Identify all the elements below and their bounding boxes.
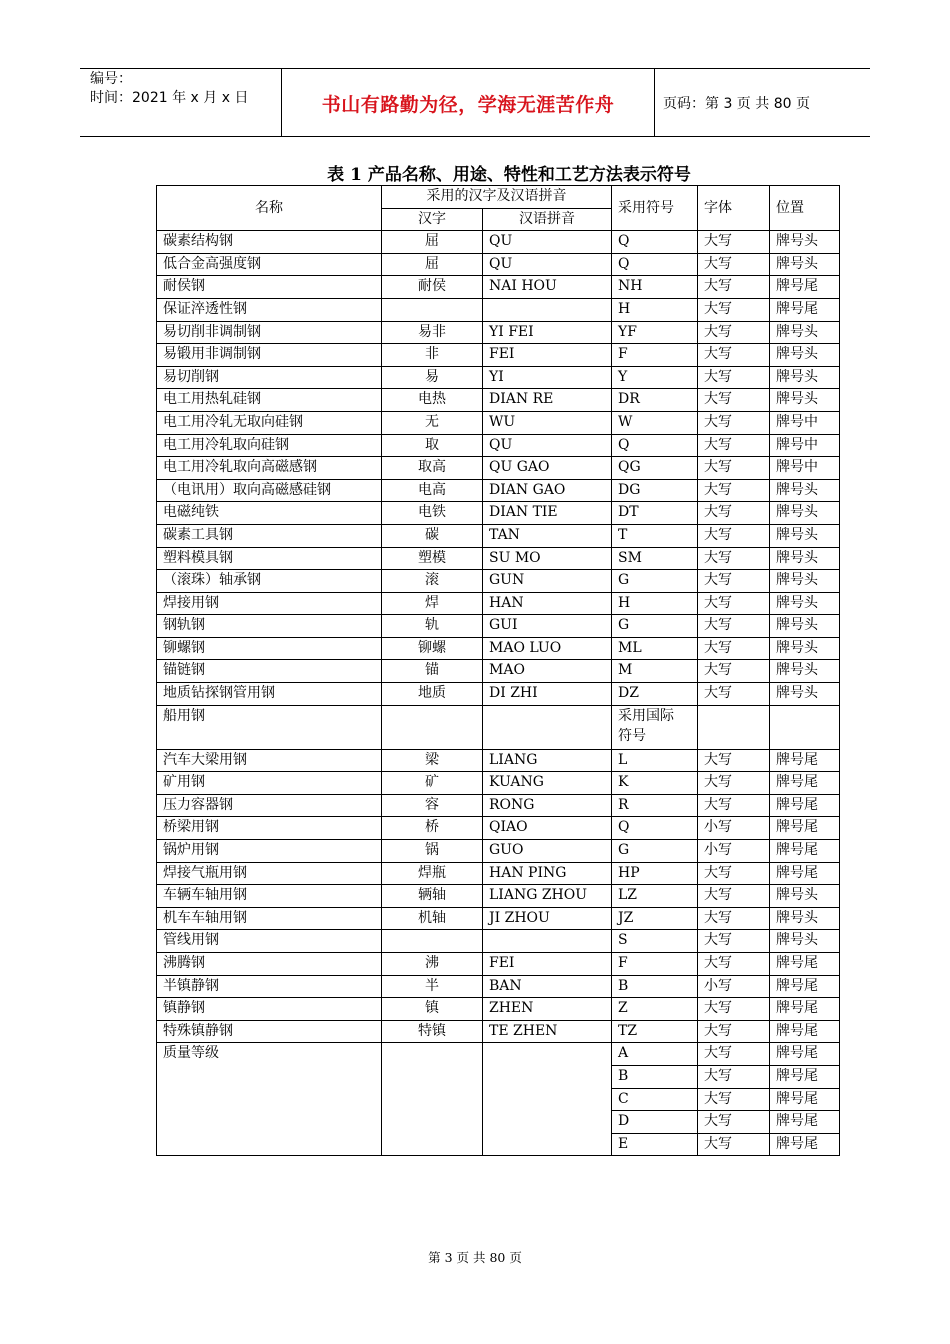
cell-symbol: Z: [612, 998, 698, 1021]
cell-hanzi: 电热: [382, 389, 483, 412]
cell-hanzi: [382, 930, 483, 953]
cell-position: 牌号头: [770, 321, 840, 344]
cell-pinyin: KUANG: [483, 772, 612, 795]
cell-position: 牌号头: [770, 637, 840, 660]
cell-hanzi: 锅: [382, 840, 483, 863]
cell-font: 小写: [698, 975, 770, 998]
cell-pinyin: BAN: [483, 975, 612, 998]
cell-name: 电工用冷轧取向高磁感钢: [157, 457, 382, 480]
table-row: [157, 794, 840, 817]
header-row: [157, 186, 840, 209]
header-pinyin: 汉语拼音: [483, 208, 612, 231]
cell-name: 沸腾钢: [157, 953, 382, 976]
cell-symbol: DZ: [612, 683, 698, 706]
cell-symbol: M: [612, 660, 698, 683]
cell-hanzi: 轨: [382, 615, 483, 638]
cell-hanzi: 取高: [382, 457, 483, 480]
cell-position: 牌号头: [770, 930, 840, 953]
cell-symbol: B: [612, 1065, 698, 1088]
cell-pinyin: LIANG ZHOU: [483, 885, 612, 908]
cell-name: 易切削钢: [157, 366, 382, 389]
cell-pinyin: TE ZHEN: [483, 1020, 612, 1043]
table-row: [157, 524, 840, 547]
header-top-rule: [80, 68, 870, 69]
cell-hanzi: 无: [382, 411, 483, 434]
cell-font: 大写: [698, 862, 770, 885]
cell-position: 牌号中: [770, 457, 840, 480]
cell-font: 大写: [698, 660, 770, 683]
cell-font: 大写: [698, 907, 770, 930]
cell-font: 大写: [698, 479, 770, 502]
cell-position: 牌号尾: [770, 749, 840, 772]
cell-position: 牌号尾: [770, 975, 840, 998]
cell-name: 塑料模具钢: [157, 547, 382, 570]
cell-font: 大写: [698, 366, 770, 389]
table-row: [157, 547, 840, 570]
cell-hanzi: [382, 1043, 483, 1156]
cell-font: 大写: [698, 321, 770, 344]
cell-pinyin: HAN: [483, 592, 612, 615]
table-row: [157, 1020, 840, 1043]
cell-position: 牌号头: [770, 660, 840, 683]
cell-symbol: B: [612, 975, 698, 998]
cell-font: 大写: [698, 1133, 770, 1156]
cell-font: 小写: [698, 817, 770, 840]
cell-hanzi: 屈: [382, 253, 483, 276]
cell-symbol: G: [612, 570, 698, 593]
table-row: [157, 457, 840, 480]
cell-name: 铆螺钢: [157, 637, 382, 660]
cell-symbol: QG: [612, 457, 698, 480]
table-row: [157, 862, 840, 885]
cell-symbol: H: [612, 592, 698, 615]
cell-position: 牌号头: [770, 344, 840, 367]
cell-hanzi: 耐侯: [382, 276, 483, 299]
cell-hanzi: 半: [382, 975, 483, 998]
cell-name: 特殊镇静钢: [157, 1020, 382, 1043]
cell-hanzi: 滚: [382, 570, 483, 593]
cell-pinyin: [483, 298, 612, 321]
cell-font: 大写: [698, 524, 770, 547]
cell-hanzi: 电铁: [382, 502, 483, 525]
cell-pinyin: GUI: [483, 615, 612, 638]
cell-pinyin: LIANG: [483, 749, 612, 772]
cell-hanzi: 矿: [382, 772, 483, 795]
header-page-info: 页码：第 3 页 共 80 页: [663, 96, 810, 112]
cell-pinyin: GUN: [483, 570, 612, 593]
cell-symbol: JZ: [612, 907, 698, 930]
cell-symbol: G: [612, 615, 698, 638]
table-row: [157, 231, 840, 254]
cell-position: 牌号尾: [770, 1088, 840, 1111]
symbol-table: [156, 185, 840, 1156]
cell-font: 大写: [698, 1020, 770, 1043]
cell-pinyin: MAO: [483, 660, 612, 683]
cell-symbol: T: [612, 524, 698, 547]
table-row: [157, 907, 840, 930]
cell-font: 大写: [698, 998, 770, 1021]
cell-hanzi: 取: [382, 434, 483, 457]
cell-symbol: H: [612, 298, 698, 321]
cell-position: 牌号头: [770, 231, 840, 254]
cell-symbol: DR: [612, 389, 698, 412]
cell-hanzi: 沸: [382, 953, 483, 976]
header-bottom-rule: [80, 136, 870, 137]
cell-position: 牌号尾: [770, 772, 840, 795]
cell-name: 机车车轴用钢: [157, 907, 382, 930]
cell-name: 易锻用非调制钢: [157, 344, 382, 367]
table-row: [157, 434, 840, 457]
cell-pinyin: [483, 930, 612, 953]
cell-position: 牌号尾: [770, 1111, 840, 1134]
cell-name: 低合金高强度钢: [157, 253, 382, 276]
cell-font: 大写: [698, 253, 770, 276]
cell-hanzi: 易非: [382, 321, 483, 344]
cell-name: 质量等级: [157, 1043, 382, 1156]
cell-symbol: LZ: [612, 885, 698, 908]
cell-pinyin: QU GAO: [483, 457, 612, 480]
cell-symbol: HP: [612, 862, 698, 885]
cell-pinyin: WU: [483, 411, 612, 434]
header-meta: [90, 70, 248, 108]
table-row: [157, 705, 840, 749]
table-row: [157, 344, 840, 367]
cell-pinyin: JI ZHOU: [483, 907, 612, 930]
cell-symbol: C: [612, 1088, 698, 1111]
cell-position: 牌号尾: [770, 817, 840, 840]
cell-pinyin: YI: [483, 366, 612, 389]
cell-hanzi: 碳: [382, 524, 483, 547]
cell-font: 大写: [698, 683, 770, 706]
cell-position: 牌号中: [770, 434, 840, 457]
cell-name: 电磁纯铁: [157, 502, 382, 525]
cell-name: 车辆车轴用钢: [157, 885, 382, 908]
cell-position: 牌号头: [770, 615, 840, 638]
cell-hanzi: 梁: [382, 749, 483, 772]
cell-font: 大写: [698, 231, 770, 254]
cell-font: 大写: [698, 298, 770, 321]
cell-name: 耐侯钢: [157, 276, 382, 299]
cell-pinyin: TAN: [483, 524, 612, 547]
cell-font: 大写: [698, 749, 770, 772]
cell-hanzi: 辆轴: [382, 885, 483, 908]
cell-font: 大写: [698, 953, 770, 976]
cell-pinyin: FEI: [483, 953, 612, 976]
cell-pinyin: NAI HOU: [483, 276, 612, 299]
cell-hanzi: 地质: [382, 683, 483, 706]
table-row: [157, 592, 840, 615]
cell-symbol: DG: [612, 479, 698, 502]
table-row: [157, 817, 840, 840]
cell-font: 大写: [698, 1043, 770, 1066]
cell-position: 牌号头: [770, 907, 840, 930]
cell-name: 锚链钢: [157, 660, 382, 683]
header-hanzi: 汉字: [382, 208, 483, 231]
cell-font: 大写: [698, 547, 770, 570]
cell-position: 牌号尾: [770, 840, 840, 863]
cell-hanzi: [382, 705, 483, 749]
cell-font: 大写: [698, 276, 770, 299]
cell-name: 管线用钢: [157, 930, 382, 953]
cell-symbol: [612, 705, 698, 749]
cell-name: 桥梁用钢: [157, 817, 382, 840]
table-row: [157, 411, 840, 434]
cell-font: 大写: [698, 389, 770, 412]
cell-symbol: Y: [612, 366, 698, 389]
header-motto: 书山有路勤为径，学海无涯苦作舟: [321, 94, 615, 116]
cell-position: 牌号尾: [770, 1065, 840, 1088]
table-row: [157, 998, 840, 1021]
cell-hanzi: 桥: [382, 817, 483, 840]
cell-font: 大写: [698, 885, 770, 908]
cell-symbol: W: [612, 411, 698, 434]
cell-name: 保证淬透性钢: [157, 298, 382, 321]
cell-hanzi: 非: [382, 344, 483, 367]
cell-hanzi: 铆螺: [382, 637, 483, 660]
table-row: [157, 749, 840, 772]
cell-font: 大写: [698, 1088, 770, 1111]
cell-symbol: ML: [612, 637, 698, 660]
cell-name: 半镇静钢: [157, 975, 382, 998]
table-row: [157, 479, 840, 502]
cell-position: 牌号中: [770, 411, 840, 434]
header-divider: [654, 68, 655, 136]
cell-symbol-line: 采用国际: [618, 707, 674, 724]
table-row: [157, 660, 840, 683]
cell-hanzi: [382, 298, 483, 321]
cell-position: 牌号头: [770, 570, 840, 593]
table-row: [157, 298, 840, 321]
cell-position: 牌号头: [770, 592, 840, 615]
cell-hanzi: 特镇: [382, 1020, 483, 1043]
cell-hanzi: 镇: [382, 998, 483, 1021]
table-title: 表 1 产品名称、用途、特性和工艺方法表示符号: [327, 165, 691, 185]
cell-pinyin: DIAN GAO: [483, 479, 612, 502]
table-body-quality: [157, 1043, 840, 1156]
cell-symbol-line: 符号: [618, 727, 646, 744]
cell-pinyin: YI FEI: [483, 321, 612, 344]
cell-position: [770, 705, 840, 749]
table-row: [157, 366, 840, 389]
cell-position: 牌号头: [770, 479, 840, 502]
cell-font: 大写: [698, 457, 770, 480]
cell-font: 大写: [698, 1065, 770, 1088]
cell-name: 电工用冷轧无取向硅钢: [157, 411, 382, 434]
cell-hanzi: 塑模: [382, 547, 483, 570]
cell-position: 牌号尾: [770, 998, 840, 1021]
cell-font: 大写: [698, 502, 770, 525]
table-row: [157, 615, 840, 638]
cell-name: 电工用冷轧取向硅钢: [157, 434, 382, 457]
cell-name: 焊接气瓶用钢: [157, 862, 382, 885]
cell-position: 牌号尾: [770, 298, 840, 321]
cell-name: （滚珠）轴承钢: [157, 570, 382, 593]
cell-symbol: G: [612, 840, 698, 863]
table-row: [157, 930, 840, 953]
cell-font: 大写: [698, 344, 770, 367]
cell-pinyin: HAN PING: [483, 862, 612, 885]
cell-font: 大写: [698, 592, 770, 615]
cell-symbol: NH: [612, 276, 698, 299]
table-row: [157, 885, 840, 908]
cell-pinyin: DIAN TIE: [483, 502, 612, 525]
cell-font: 大写: [698, 1111, 770, 1134]
cell-symbol: YF: [612, 321, 698, 344]
cell-font: 大写: [698, 930, 770, 953]
cell-symbol: S: [612, 930, 698, 953]
cell-symbol: D: [612, 1111, 698, 1134]
cell-name: （电讯用）取向高磁感硅钢: [157, 479, 382, 502]
cell-hanzi: 机轴: [382, 907, 483, 930]
table-row: [157, 321, 840, 344]
cell-pinyin: GUO: [483, 840, 612, 863]
cell-font: 大写: [698, 434, 770, 457]
cell-name: 电工用热轧硅钢: [157, 389, 382, 412]
cell-symbol: L: [612, 749, 698, 772]
cell-font: [698, 705, 770, 749]
cell-symbol: Q: [612, 253, 698, 276]
table-row: [157, 276, 840, 299]
cell-font: 大写: [698, 615, 770, 638]
cell-font: 大写: [698, 570, 770, 593]
cell-position: 牌号头: [770, 502, 840, 525]
cell-position: 牌号头: [770, 253, 840, 276]
table-row: [157, 975, 840, 998]
time-label: 时间：2021 年 x 月 x 日: [90, 90, 249, 106]
cell-position: 牌号尾: [770, 862, 840, 885]
cell-hanzi: 电高: [382, 479, 483, 502]
table-row: [157, 570, 840, 593]
cell-pinyin: QU: [483, 231, 612, 254]
cell-symbol: Q: [612, 434, 698, 457]
cell-pinyin: QU: [483, 434, 612, 457]
cell-symbol: SM: [612, 547, 698, 570]
cell-pinyin: SU MO: [483, 547, 612, 570]
cell-pinyin: MAO LUO: [483, 637, 612, 660]
cell-name: 压力容器钢: [157, 794, 382, 817]
cell-symbol: DT: [612, 502, 698, 525]
cell-name: 汽车大梁用钢: [157, 749, 382, 772]
cell-font: 大写: [698, 411, 770, 434]
cell-font: 小写: [698, 840, 770, 863]
cell-symbol: Q: [612, 817, 698, 840]
cell-pinyin: [483, 1043, 612, 1156]
cell-position: 牌号头: [770, 389, 840, 412]
cell-font: 大写: [698, 637, 770, 660]
cell-name: 地质钻探钢管用钢: [157, 683, 382, 706]
header-position: 位置: [770, 186, 840, 231]
cell-symbol: F: [612, 953, 698, 976]
table-row: [157, 253, 840, 276]
cell-name: 船用钢: [157, 705, 382, 749]
cell-position: 牌号尾: [770, 953, 840, 976]
header-symbol: 采用符号: [612, 186, 698, 231]
cell-hanzi: 锚: [382, 660, 483, 683]
table-body-ship: [157, 705, 840, 749]
cell-pinyin: RONG: [483, 794, 612, 817]
cell-name: 易切削非调制钢: [157, 321, 382, 344]
cell-name: 碳素结构钢: [157, 231, 382, 254]
table-row: [157, 953, 840, 976]
table-row: [157, 389, 840, 412]
cell-name: 碳素工具钢: [157, 524, 382, 547]
cell-pinyin: DI ZHI: [483, 683, 612, 706]
cell-symbol: E: [612, 1133, 698, 1156]
cell-symbol: TZ: [612, 1020, 698, 1043]
cell-symbol: F: [612, 344, 698, 367]
cell-symbol: Q: [612, 231, 698, 254]
table-row: [157, 502, 840, 525]
page-footer: 第 3 页 共 80 页: [428, 1250, 522, 1265]
cell-symbol: K: [612, 772, 698, 795]
cell-pinyin: DIAN RE: [483, 389, 612, 412]
cell-position: 牌号尾: [770, 794, 840, 817]
header-font: 字体: [698, 186, 770, 231]
cell-pinyin: [483, 705, 612, 749]
cell-position: 牌号头: [770, 885, 840, 908]
cell-font: 大写: [698, 794, 770, 817]
header-group: 采用的汉字及汉语拼音: [382, 186, 612, 209]
cell-name: 钢轨钢: [157, 615, 382, 638]
cell-name: 矿用钢: [157, 772, 382, 795]
table-row: [157, 1043, 840, 1066]
cell-position: 牌号尾: [770, 1043, 840, 1066]
cell-position: 牌号头: [770, 683, 840, 706]
cell-hanzi: 屈: [382, 231, 483, 254]
table-row: [157, 772, 840, 795]
table-row: [157, 840, 840, 863]
cell-position: 牌号头: [770, 366, 840, 389]
cell-hanzi: 焊: [382, 592, 483, 615]
cell-pinyin: QIAO: [483, 817, 612, 840]
cell-pinyin: FEI: [483, 344, 612, 367]
cell-position: 牌号头: [770, 547, 840, 570]
cell-position: 牌号尾: [770, 1020, 840, 1043]
table-row: [157, 683, 840, 706]
cell-name: 镇静钢: [157, 998, 382, 1021]
cell-pinyin: ZHEN: [483, 998, 612, 1021]
cell-hanzi: 易: [382, 366, 483, 389]
cell-symbol: R: [612, 794, 698, 817]
cell-pinyin: QU: [483, 253, 612, 276]
header-name: 名称: [157, 186, 382, 231]
table-row: [157, 637, 840, 660]
cell-symbol: A: [612, 1043, 698, 1066]
table-body: [157, 231, 840, 705]
cell-position: 牌号头: [770, 524, 840, 547]
cell-position: 牌号尾: [770, 1133, 840, 1156]
number-label: 编号：: [90, 71, 132, 87]
cell-hanzi: 焊瓶: [382, 862, 483, 885]
cell-name: 锅炉用钢: [157, 840, 382, 863]
cell-position: 牌号尾: [770, 276, 840, 299]
cell-hanzi: 容: [382, 794, 483, 817]
table-body: [157, 749, 840, 1043]
cell-name: 焊接用钢: [157, 592, 382, 615]
cell-font: 大写: [698, 772, 770, 795]
